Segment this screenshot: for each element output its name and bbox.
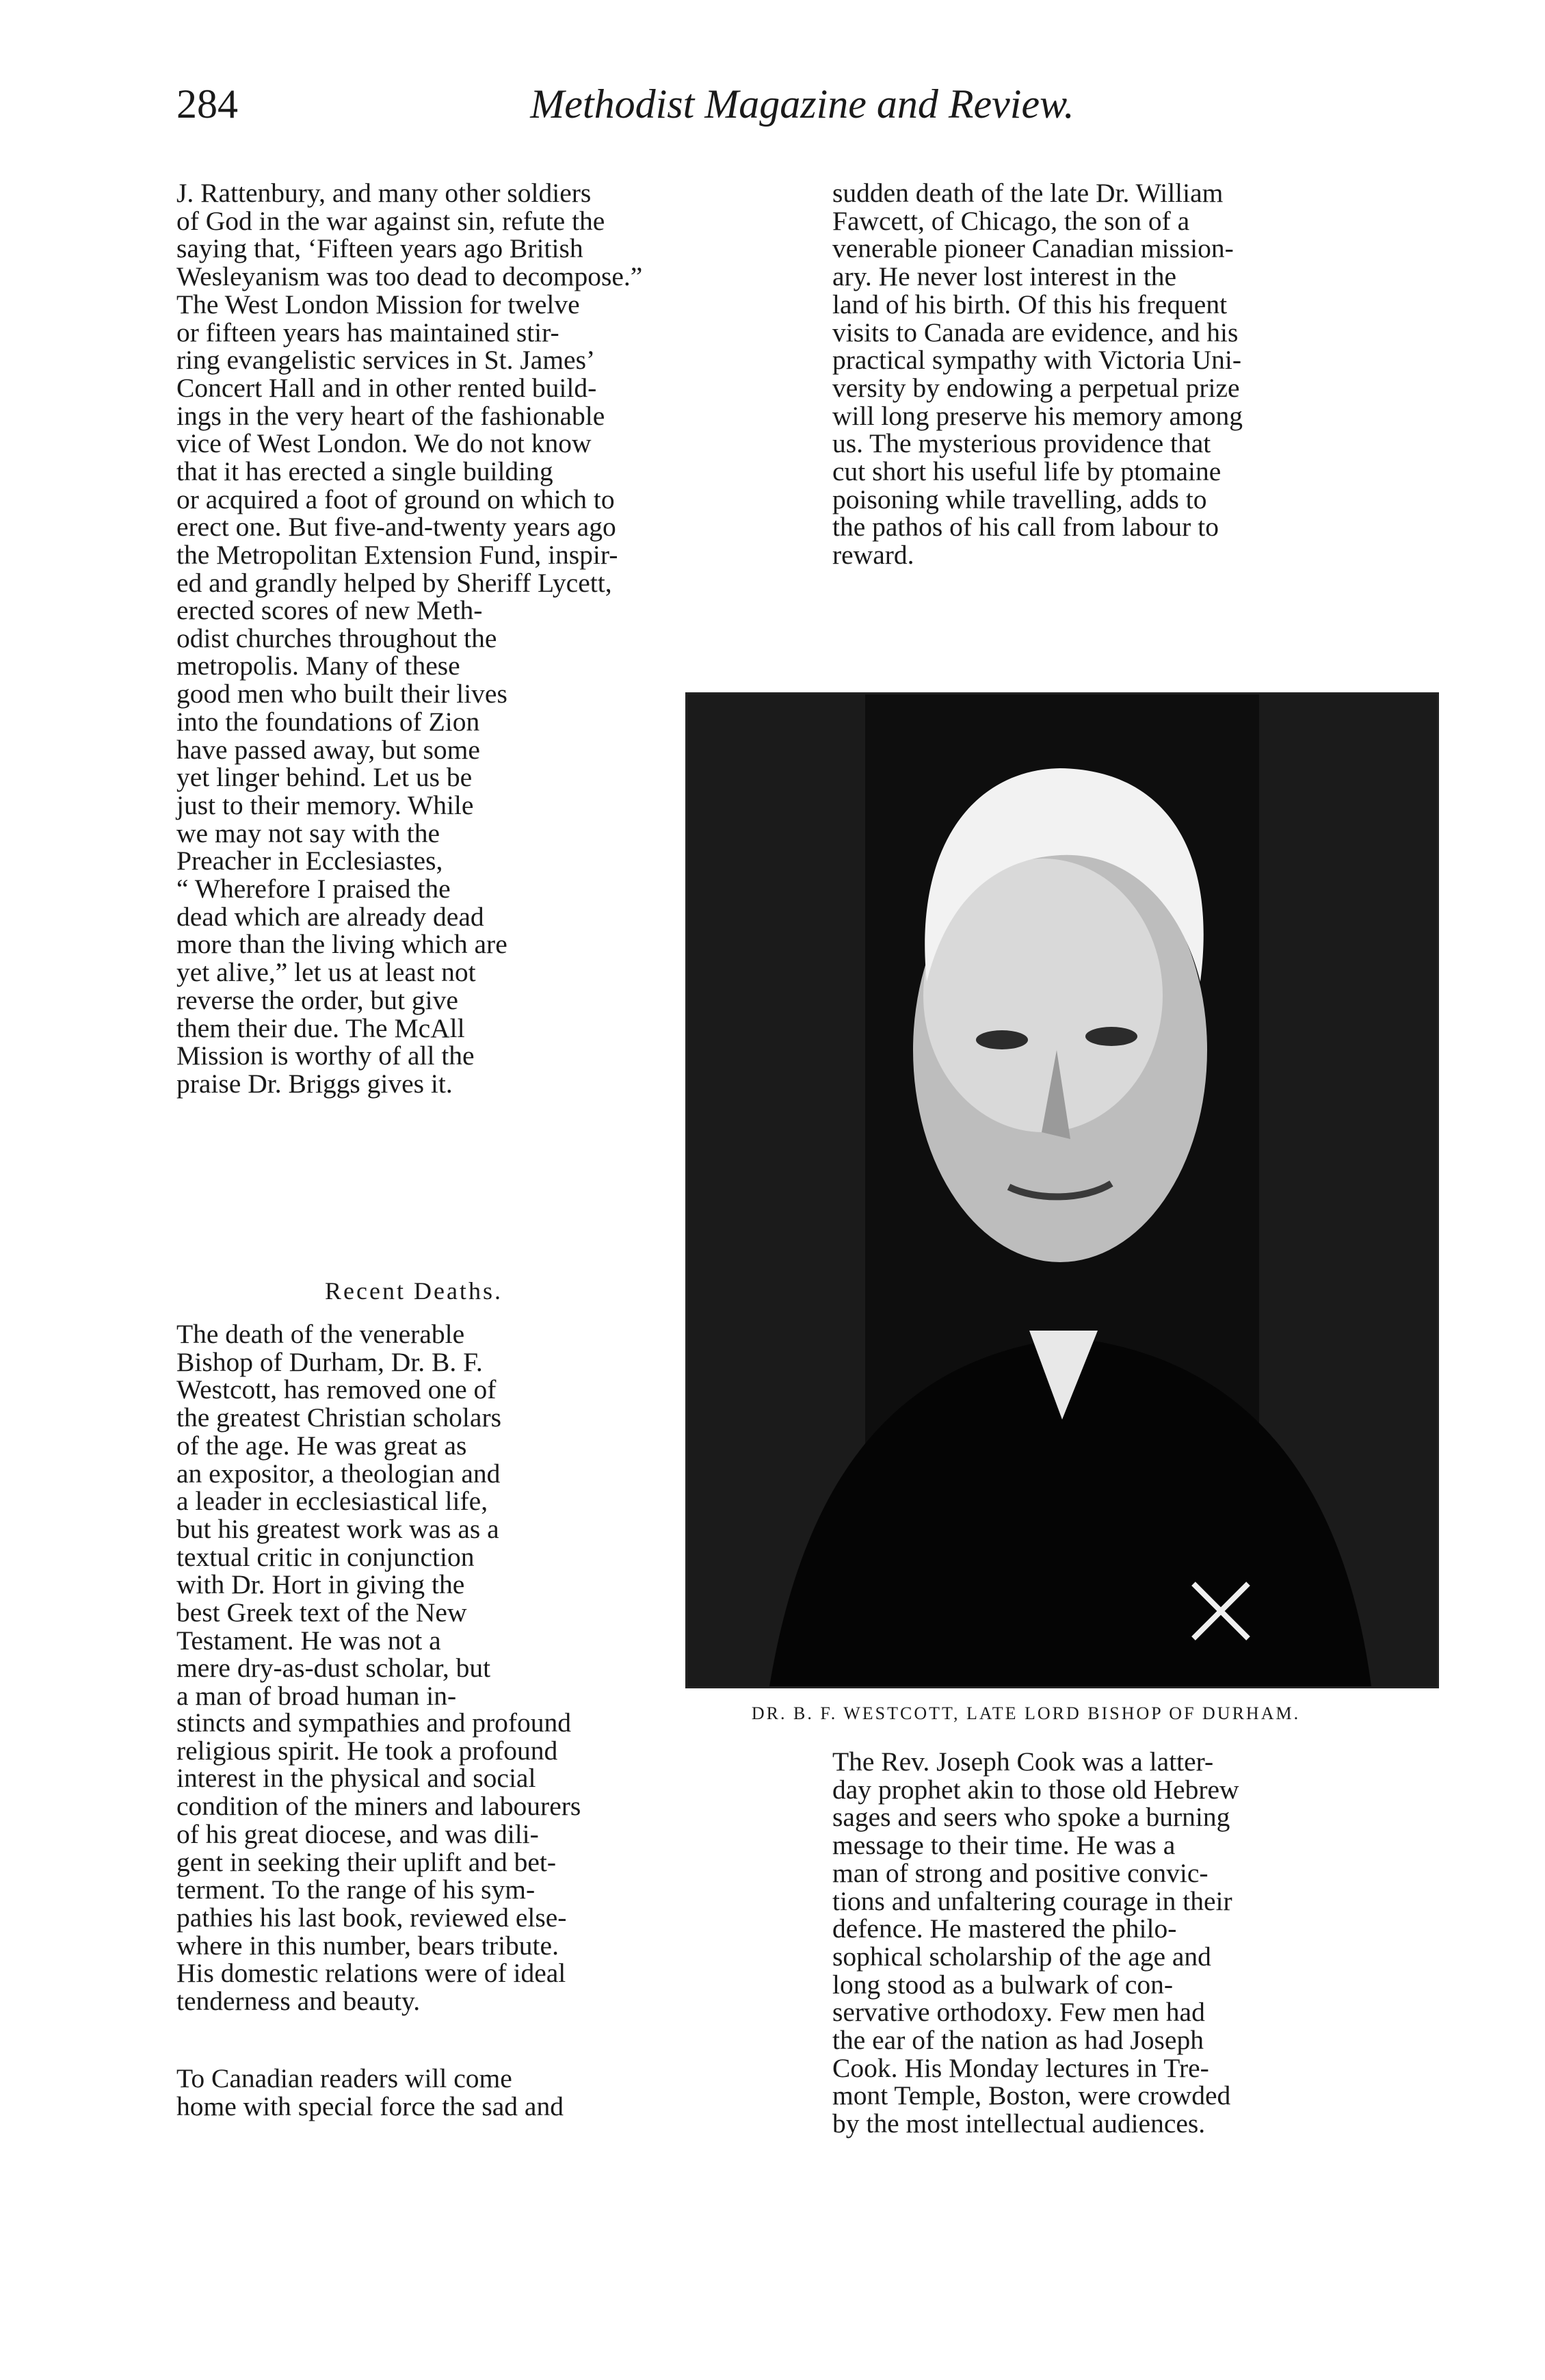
left-column-top-paragraph: J. Rattenbury, and many other soldiers of God in the war against sin, refute the saying that, ‘Fifteen years ago British Wesleyanism was too dead to decompose.” The West London Mission for twelve or fifteen years has maintained stir- ring evangelistic services in St. James’ Concert Hall and in other rented build- ings in the very heart of the fashionable vice of West London. We do not know that it has erected a single building or acquired a foot of ground on which to erect one. But five-and-twenty years ago the Metropolitan Extension Fund, inspir- ed and grandly helped by Sheriff Lycett, xyxy=(176,178,643,598)
section-heading: Recent Deaths. xyxy=(325,1277,503,1305)
left-column-narrow-paragraph: erected scores of new Meth- odist churches throughout the metropolis. Many of these good men who built their lives into the foundations of Zion have passed away, but some yet linger behind. Let us be just to their memory. While we may not say with the Preacher in Ecclesiastes, “ Wherefore I praised the dead which are already dead more than the living which are yet alive,” let us at least not reverse the order, but give them their due. The McAll Mission is worthy of all the praise Dr. Briggs gives it. xyxy=(176,595,507,1099)
right-column-bottom-paragraph: The Rev. Joseph Cook was a latter- day prophet akin to those old Hebrew sages and seers who spoke a burning message to their time. He was a man of strong and positive convic- tions and unfaltering courage in their defence. He mastered the philo- sophical scholarship of the age and long stood as a bulwark of con- servative orthodoxy. Few men had the ear of the nation as had Joseph Cook. His Monday lectures in Tre- mont Temple, Boston, were crowded by the most intellectual audiences. xyxy=(832,1747,1239,2139)
page-number: 284 xyxy=(176,81,238,127)
portrait-illustration xyxy=(687,694,1437,1686)
right-column-top-paragraph: sudden death of the late Dr. William Fawcett, of Chicago, the son of a venerable pioneer Canadian mission- ary. He never lost interest in the land of his birth. Of this his frequent visits to Canada are evidence, and his practical sympathy with Victoria Uni- versity by endowing a perpetual prize will long preserve his memory among us. The mysterious providence that cut short his useful life by ptomaine poisoning while travelling, adds to the pathos of his call from labour to reward. xyxy=(832,178,1243,571)
running-title: Methodist Magazine and Review. xyxy=(530,81,1074,127)
portrait-photo xyxy=(685,692,1439,1688)
left-column-final-paragraph: To Canadian readers will come home with special force the sad and xyxy=(176,2063,564,2121)
photo-caption: DR. B. F. WESTCOTT, LATE LORD BISHOP OF DURHAM. xyxy=(751,1703,1301,1723)
left-column-deaths-paragraph: The death of the venerable Bishop of Durham, Dr. B. F. Westcott, has removed one of the greatest Christian scholars of the age. He was great as an expositor, a theologian and a leader in ecclesiastical life, but his greatest work was as a textual critic in conjunction with Dr. Hort in giving the best Greek text of the New Testament. He was not a mere dry-as-dust scholar, but a man of broad human in- xyxy=(176,1319,501,1712)
left-column-bottom-paragraph: stincts and sympathies and profound religious spirit. He took a profound interest in the physical and social condition of the miners and labourers of his great diocese, and was dili- gent in seeking their uplift and bet- terment. To the range of his sym- pathies his last book, reviewed else- where in this number, bears tribute. His domestic relations were of ideal tenderness and beauty. xyxy=(176,1708,581,2017)
page-header xyxy=(176,81,1428,142)
